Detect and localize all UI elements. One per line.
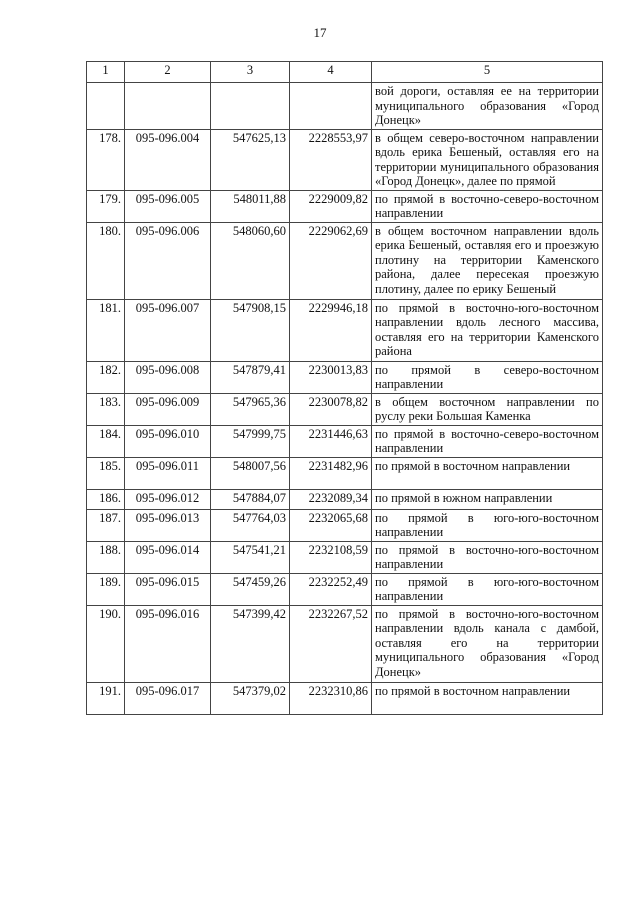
description-cell: по прямой в южном направлении	[372, 489, 603, 509]
continuation-empty-cell	[211, 83, 290, 130]
header-col-2: 2	[125, 62, 211, 83]
y-coordinate-cell: 2230078,82	[290, 393, 372, 425]
point-code-cell: 095-096.010	[125, 425, 211, 457]
point-number-cell: 188.	[87, 541, 125, 573]
y-coordinate-cell: 2229009,82	[290, 190, 372, 222]
table-row	[87, 605, 603, 682]
x-coordinate-cell: 548007,56	[211, 457, 290, 489]
x-coordinate-cell: 547764,03	[211, 509, 290, 541]
description-cell: по прямой в юго-юго-восточном направлении	[372, 509, 603, 541]
x-coordinate-cell: 547379,02	[211, 682, 290, 714]
x-coordinate-cell: 547459,26	[211, 573, 290, 605]
description-cell: в общем восточном направлении вдоль ерика Бешеный, оставляя его и проезжую плотину на территории Каменского района, далее пересекая проезжую плотину, далее по ерику Бешеный	[372, 222, 603, 299]
table-row	[87, 129, 603, 190]
x-coordinate-cell: 547884,07	[211, 489, 290, 509]
x-coordinate-cell: 548011,88	[211, 190, 290, 222]
table-row	[87, 425, 603, 457]
description-cell: по прямой в восточно-северо-восточном направлении	[372, 190, 603, 222]
point-code-cell: 095-096.016	[125, 605, 211, 682]
y-coordinate-cell: 2232065,68	[290, 509, 372, 541]
point-number-cell: 181.	[87, 299, 125, 361]
point-code-cell: 095-096.007	[125, 299, 211, 361]
table-row	[87, 682, 603, 714]
description-cell: по прямой в юго-юго-восточном направлении	[372, 573, 603, 605]
header-row	[87, 62, 603, 83]
x-coordinate-cell: 547541,21	[211, 541, 290, 573]
continuation-description: вой дороги, оставляя ее на территории муниципального образования «Город Донецк»	[372, 83, 603, 130]
y-coordinate-cell: 2231446,63	[290, 425, 372, 457]
table-row	[87, 222, 603, 299]
point-code-cell: 095-096.005	[125, 190, 211, 222]
point-code-cell: 095-096.008	[125, 361, 211, 393]
point-code-cell: 095-096.011	[125, 457, 211, 489]
y-coordinate-cell: 2230013,83	[290, 361, 372, 393]
point-code-cell: 095-096.014	[125, 541, 211, 573]
x-coordinate-cell: 547879,41	[211, 361, 290, 393]
point-number-cell: 186.	[87, 489, 125, 509]
point-number-cell: 189.	[87, 573, 125, 605]
point-number-cell: 187.	[87, 509, 125, 541]
table-row	[87, 457, 603, 489]
header-col-5: 5	[372, 62, 603, 83]
point-number-cell: 183.	[87, 393, 125, 425]
point-number-cell: 182.	[87, 361, 125, 393]
y-coordinate-cell: 2232252,49	[290, 573, 372, 605]
x-coordinate-cell: 548060,60	[211, 222, 290, 299]
continuation-empty-cell	[290, 83, 372, 130]
x-coordinate-cell: 547399,42	[211, 605, 290, 682]
description-cell: по прямой в восточно-северо-восточном направлении	[372, 425, 603, 457]
description-cell: по прямой в восточно-юго-восточном направлении	[372, 541, 603, 573]
point-code-cell: 095-096.013	[125, 509, 211, 541]
description-cell: по прямой в восточном направлении	[372, 457, 603, 489]
point-number-cell: 179.	[87, 190, 125, 222]
description-cell: по прямой в восточно-юго-восточном направлении вдоль канала с дамбой, оставляя его на территории муниципального образования «Город Донецк»	[372, 605, 603, 682]
x-coordinate-cell: 547625,13	[211, 129, 290, 190]
boundary-points-table	[86, 61, 603, 715]
table-row	[87, 573, 603, 605]
table-row	[87, 190, 603, 222]
description-cell: по прямой в восточно-юго-восточном направлении вдоль лесного массива, оставляя его на территории Каменского района	[372, 299, 603, 361]
table-row	[87, 489, 603, 509]
y-coordinate-cell: 2232089,34	[290, 489, 372, 509]
y-coordinate-cell: 2232267,52	[290, 605, 372, 682]
point-number-cell: 184.	[87, 425, 125, 457]
continuation-empty-cell	[125, 83, 211, 130]
y-coordinate-cell: 2229062,69	[290, 222, 372, 299]
table-row	[87, 541, 603, 573]
point-code-cell: 095-096.017	[125, 682, 211, 714]
page-number: 17	[313, 25, 327, 40]
continuation-empty-cell	[87, 83, 125, 130]
y-coordinate-cell: 2228553,97	[290, 129, 372, 190]
x-coordinate-cell: 547999,75	[211, 425, 290, 457]
point-number-cell: 191.	[87, 682, 125, 714]
description-cell: в общем восточном направлении по руслу реки Большая Каменка	[372, 393, 603, 425]
y-coordinate-cell: 2232108,59	[290, 541, 372, 573]
y-coordinate-cell: 2231482,96	[290, 457, 372, 489]
header-col-3: 3	[211, 62, 290, 83]
point-number-cell: 185.	[87, 457, 125, 489]
header-col-1: 1	[87, 62, 125, 83]
description-cell: по прямой в северо-восточном направлении	[372, 361, 603, 393]
description-cell: в общем северо-восточном направлении вдоль ерика Бешеный, оставляя его на территории муниципального образования «Город Донецк», далее по прямой	[372, 129, 603, 190]
table-row	[87, 361, 603, 393]
point-number-cell: 178.	[87, 129, 125, 190]
continuation-row	[87, 83, 603, 130]
x-coordinate-cell: 547908,15	[211, 299, 290, 361]
point-code-cell: 095-096.004	[125, 129, 211, 190]
point-number-cell: 190.	[87, 605, 125, 682]
x-coordinate-cell: 547965,36	[211, 393, 290, 425]
table-row	[87, 509, 603, 541]
y-coordinate-cell: 2232310,86	[290, 682, 372, 714]
point-code-cell: 095-096.009	[125, 393, 211, 425]
point-code-cell: 095-096.015	[125, 573, 211, 605]
point-number-cell: 180.	[87, 222, 125, 299]
table-row	[87, 299, 603, 361]
y-coordinate-cell: 2229946,18	[290, 299, 372, 361]
description-cell: по прямой в восточном направлении	[372, 682, 603, 714]
point-code-cell: 095-096.006	[125, 222, 211, 299]
header-col-4: 4	[290, 62, 372, 83]
point-code-cell: 095-096.012	[125, 489, 211, 509]
table-row	[87, 393, 603, 425]
